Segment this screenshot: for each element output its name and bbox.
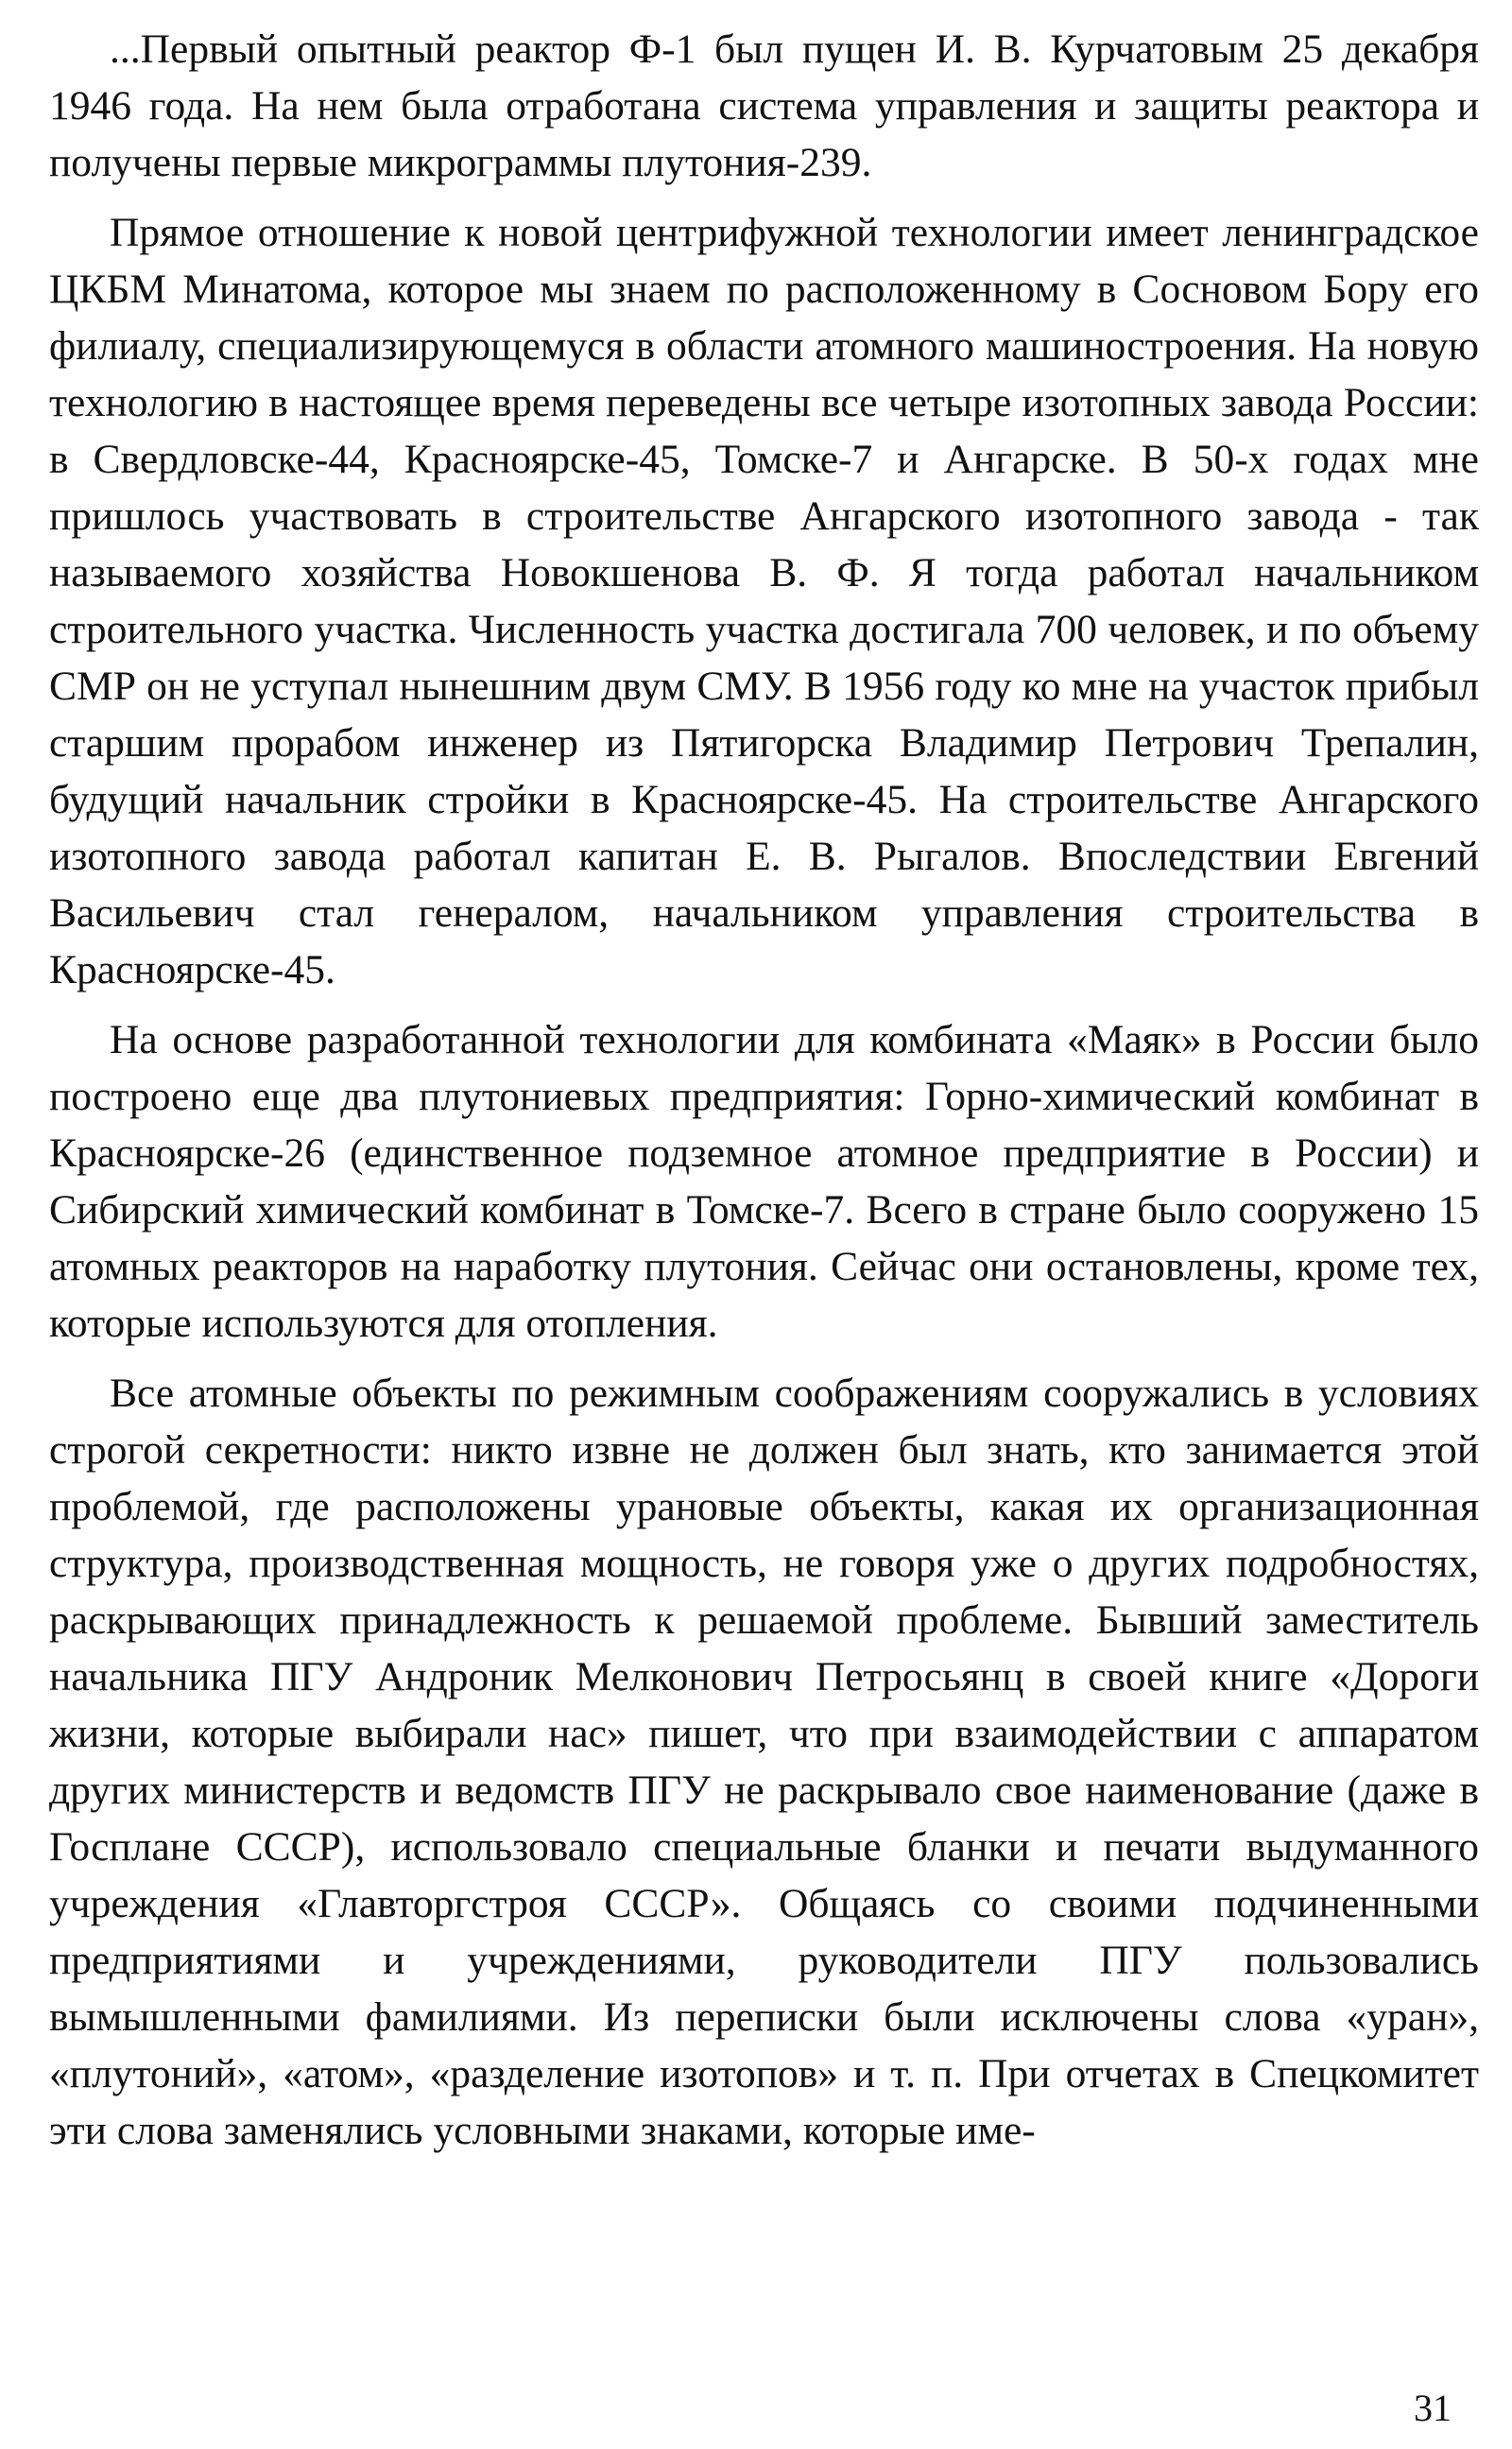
paragraph-4: Все атомные объекты по режимным соображениям сооружались в условиях строгой секретности: никто извне не должен был знать, кто занимается этой проблемой, где расположены урановые объекты, какая их организационная структура, производственная мощность, не говоря уже о других подробностях, раскрывающих принадлежность к решаемой проблеме. Бывший заместитель начальника ПГУ Андроник Мелконович Петросьянц в своей книге «Дороги жизни, которые выбирали нас» пишет, что при взаимодействии с аппаратом других министерств и ведомств ПГУ не раскрывало свое наименование (даже в Госплане СССР), использовало специальные бланки и печати выдуманного учреждения «Главторгстроя СССР». Общаясь со своими подчиненными предприятиями и учреждениями, руководители ПГУ пользовались вымышленными фамилиями. Из переписки были исключены слова «уран», «плутоний», «атом», «разделение изотопов» и т. п. При отчетах в Спецкомитет эти слова заменялись условными знаками, которые име- bbox=[49, 1371, 1479, 2153]
page-number: 31 bbox=[1414, 2387, 1452, 2429]
paragraph-1: ...Первый опытный реактор Ф-1 был пущен И. В. Курчатовым 25 декабря 1946 года. На нем была отработана система управления и защиты реактора и получены первые микрограммы плутония-239. bbox=[49, 26, 1479, 185]
paragraph-3: На основе разработанной технологии для комбината «Маяк» в России было построено еще два плутониевых предприятия: Горно-химический комбинат в Красноярске-26 (единственное подземное атомное предприятие в России) и Сибирский химический комбинат в Томске-7. Всего в стране было сооружено 15 атомных реакторов на наработку плутония. Сейчас они остановлены, кроме тех, которые используются для отопления. bbox=[49, 1017, 1479, 1346]
paragraph-2: Прямое отношение к новой центрифужной технологии имеет ленинградское ЦКБМ Минатома, которое мы знаем по расположенному в Сосновом Бору его филиалу, специализирующемуся в области атомного машиностроения. На новую технологию в настоящее время переведены все четыре изотопных завода России: в Свердловске-44, Красноярске-45, Томске-7 и Ангарске. В 50-х годах мне пришлось участвовать в строительстве Ангарского изотопного завода - так называемого хозяйства Новокшенова В. Ф. Я тогда работал начальником строительного участка. Численность участка достигала 700 человек, и по объему СМР он не уступал нынешним двум СМУ. В 1956 году ко мне на участок прибыл старшим прорабом инженер из Пятигорска Владимир Петрович Трепалин, будущий начальник стройки в Красноярске-45. На строительстве Ангарского изотопного завода работал капитан Е. В. Рыгалов. Впоследствии Евгений Васильевич стал генералом, начальником управления строительства в Красноярске-45. bbox=[49, 210, 1479, 992]
body-text bbox=[49, 21, 1479, 2159]
